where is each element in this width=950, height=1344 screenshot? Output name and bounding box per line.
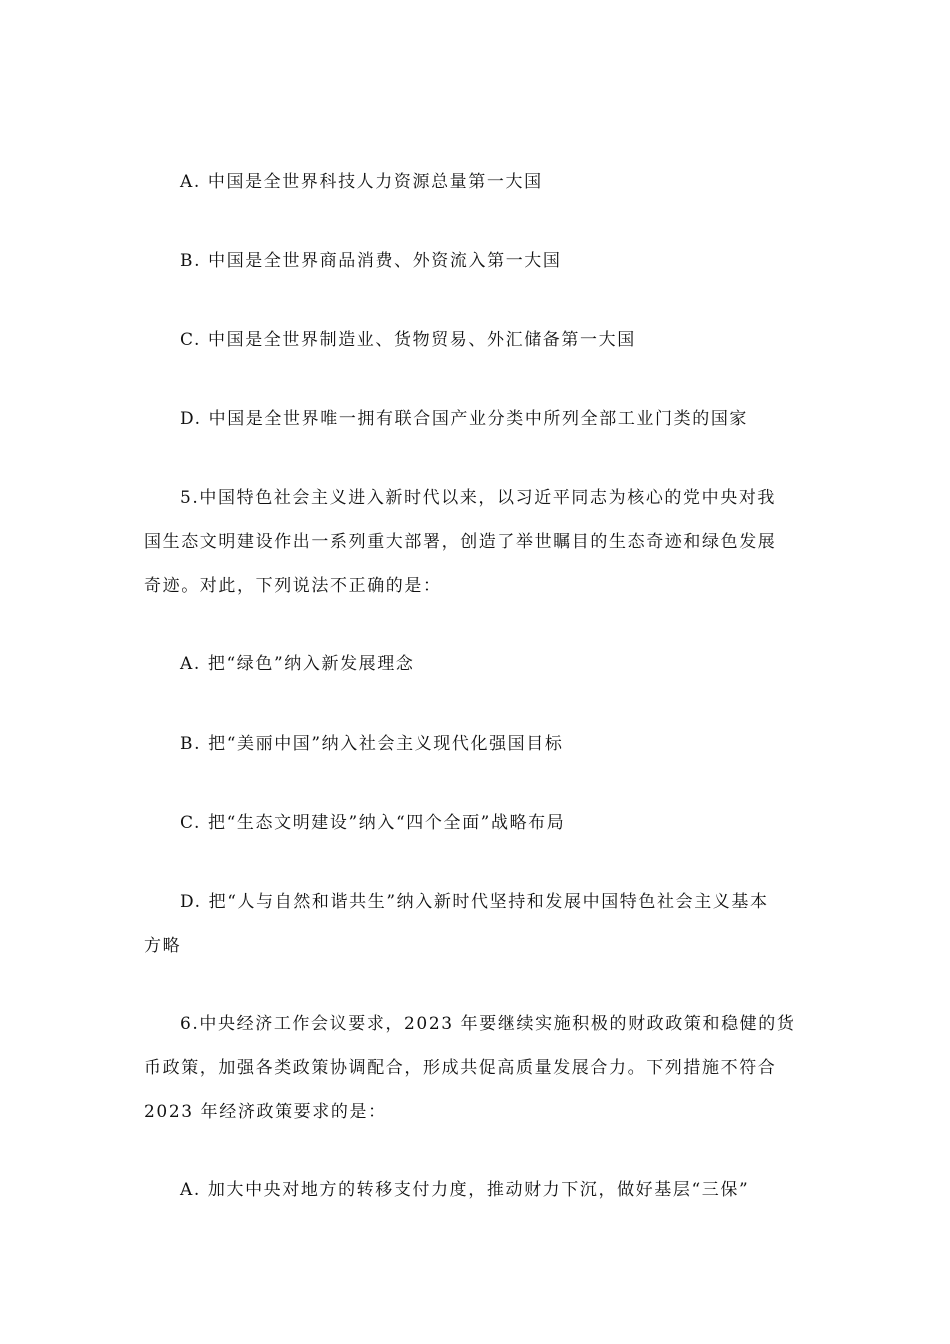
q5-stem-line-3: 奇迹。对此，下列说法不正确的是： (144, 576, 442, 596)
q6-stem-line-1: 6.中央经济工作会议要求，2023 年要继续实施积极的财政政策和稳健的货 (180, 1014, 796, 1034)
q5-option-d-continuation: 方略 (144, 936, 182, 956)
q4-option-c: C. 中国是全世界制造业、货物贸易、外汇储备第一大国 (180, 330, 636, 350)
q4-option-d: D. 中国是全世界唯一拥有联合国产业分类中所列全部工业门类的国家 (180, 409, 749, 429)
q4-option-a: A. 中国是全世界科技人力资源总量第一大国 (180, 172, 543, 192)
q6-option-a: A. 加大中央对地方的转移支付力度，推动财力下沉，做好基层“三保” (180, 1180, 750, 1200)
q5-option-b: B. 把“美丽中国”纳入社会主义现代化强国目标 (180, 734, 564, 754)
q5-option-d: D. 把“人与自然和谐共生”纳入新时代坚持和发展中国特色社会主义基本 (180, 892, 769, 912)
q5-option-c: C. 把“生态文明建设”纳入“四个全面”战略布局 (180, 813, 566, 833)
q5-option-a: A. 把“绿色”纳入新发展理念 (180, 654, 415, 674)
q5-stem-line-2: 国生态文明建设作出一系列重大部署，创造了举世瞩目的生态奇迹和绿色发展 (144, 532, 777, 552)
q4-option-b: B. 中国是全世界商品消费、外资流入第一大国 (180, 251, 562, 271)
q5-stem-line-1: 5.中国特色社会主义进入新时代以来，以习近平同志为核心的党中央对我 (180, 488, 777, 508)
q6-stem-line-2: 币政策，加强各类政策协调配合，形成共促高质量发展合力。下列措施不符合 (144, 1058, 777, 1078)
q6-stem-line-3: 2023 年经济政策要求的是： (144, 1102, 387, 1122)
